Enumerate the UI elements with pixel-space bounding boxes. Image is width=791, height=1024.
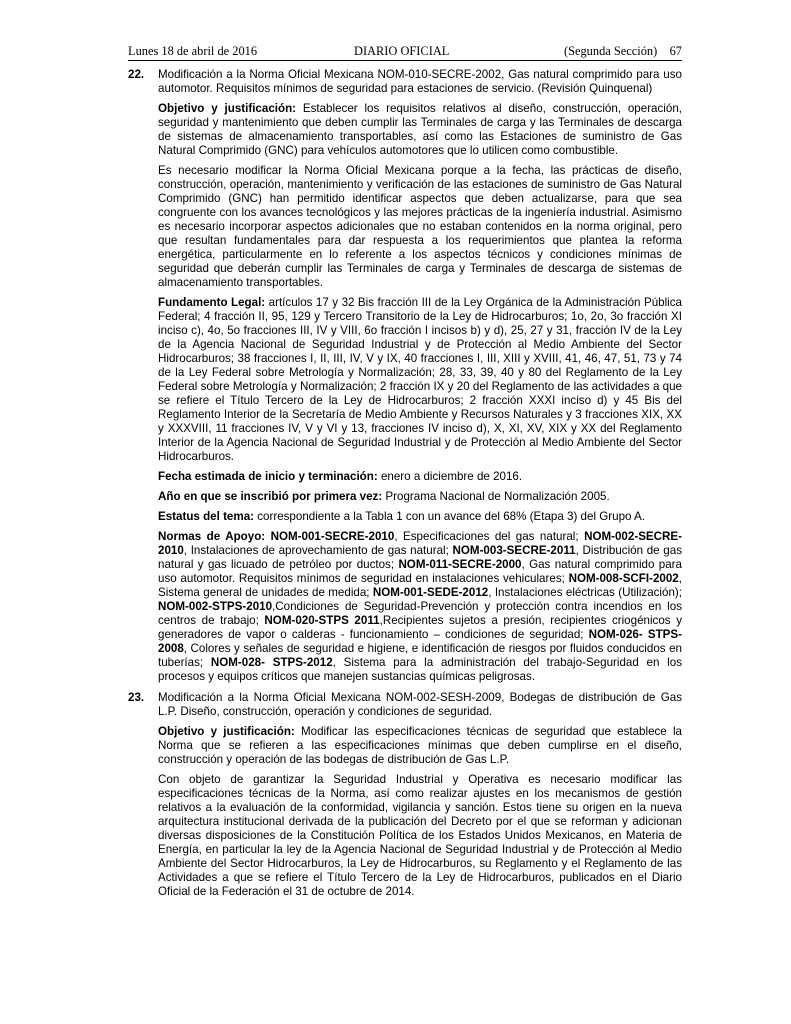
item-body [158,691,682,899]
norma-code: NOM-028- STPS-2012 [210,656,333,669]
norma-text: , Distribución de gas natural y gas licuado de petróleo por ductos; [158,544,682,571]
norma-text: , Especificaciones del gas natural; [394,530,585,543]
norma-text: ,Recipientes sujetos a presión, recipientes criogénicos y generadores de vapor o calderas - funcionamiento – condiciones de seguridad; [158,614,682,641]
header-section [564,44,682,59]
objetivo-text: Modificar las especificaciones técnicas de seguridad que establece la Norma que se refieren a las especificaciones mínimas que deben cumplirse en el diseño, construcción y operación de las bodegas de distribución de Gas L.P. [158,725,682,766]
header-title: DIARIO OFICIAL [354,44,450,58]
objetivo-paragraph [158,102,682,158]
estatus-label: Estatus del tema: [158,510,254,523]
norma-code: NOM-001-SECRE-2010 [270,530,395,543]
norma-code: NOM-020-STPS 2011 [264,614,380,627]
item-body [158,68,682,684]
header-page-number: 67 [669,44,682,58]
fecha-label: Fecha estimada de inicio y terminación: [158,470,378,483]
fundamento-label: Fundamento Legal: [158,296,266,309]
item-title: Modificación a la Norma Oficial Mexicana NOM-010-SECRE-2002, Gas natural comprimido para uso automotor. Requisitos mínimos de seguridad para estaciones de servicio. (Revisión Quinquenal) [158,68,682,95]
header-section-label: (Segunda Sección) [563,44,658,58]
norma-code: NOM-026- STPS-2008 [158,628,682,655]
norma-text: , Sistema para la administración del trabajo-Seguridad en los procesos y equipos críticos que manejen sustancias químicas peligrosas. [158,656,682,683]
fundamento-text: artículos 17 y 32 Bis fracción III de la Ley Orgánica de la Administración Pública Federal; 4 fracción II, 95, 129 y Tercero Transitorio de la Ley de Hidrocarburos; 1o, 2o, 3o fracción XI inciso c), 4o, 5o fracciones III, IV y VIII, 6o fracción I incisos b) y d), 25, 27 y 31, fracción IV de la Ley de la Agencia Nacional de Seguridad Industrial y de Protección al Medio Ambiente del Sector Hidrocarburos; 38 fracciones I, II, III, IV, V y IX, 40 fracciones I, III, XIII y XVIII, 41, 46, 47, 51, 73 y 74 de la Ley Federal sobre Metrología y Normalización; 28, 33, 39, 40 y 80 del Reglamento de la Ley Federal sobre Metrología y Normalización; 2 fracción IX y 20 del Reglamento de las actividades a que se refiere el Título Tercero de la Ley de Hidrocarburos; 2 fracción XXXI inciso d) y 45 Bis del Reglamento Interior de la Secretaría de Medio Ambiente y Recursos Naturales y 3 fracciones XIX, XX y XXXVIII, 11 fracciones IV, V y VI y 13, fracciones IV inciso d), X, XI, XV, XIX y XX del Reglamento Interior de la Agencia Nacional de Seguridad Industrial y de Protección al Medio Ambiente del Sector Hidrocarburos. [158,296,682,463]
objetivo-label: Objetivo y justificación: [158,725,295,738]
norma-text: , Colores y señales de seguridad e higiene, e identificación de riesgos por fluidos conducidos en tuberías; [158,642,682,669]
norma-code: NOM-011-SECRE-2000 [398,558,522,571]
header-date: Lunes 18 de abril de 2016 [128,44,258,58]
body-paragraph: Con objeto de garantizar la Seguridad Industrial y Operativa es necesario modificar las especificaciones técnicas de la Norma, así como realizar ajustes en los mecanismos de gestión relativos a la evaluación de la conformidad, vigilancia y sanción. Estos tiene su origen en la nueva arquitectura institucional derivada de la publicación del Decreto por el que se reforman y adicionan diversas disposiciones de la Constitución Política de los Estados Unidos Mexicanos, en Materia de Energía, en particular la ley de la Agencia Nacional de Seguridad Industrial y de Protección al Medio Ambiente del Sector Hidrocarburos, la Ley de Hidrocarburos, su Reglamento y el Reglamento de las Actividades a que se refiere el Título Tercero de la Ley de Hidrocarburos, publicados en el Diario Oficial de la Federación el 31 de octubre de 2014. [158,773,682,898]
norma-code: NOM-008-SCFI-2002 [568,572,679,585]
norma-code: NOM-002-SECRE-2010 [158,530,682,557]
anio-paragraph [158,490,682,504]
anio-text: Programa Nacional de Normalización 2005. [382,490,610,503]
norm-item-23 [128,691,682,899]
norma-text: , Sistema general de unidades de medida; [158,572,682,599]
norma-text: , Instalaciones de aprovechamiento de gas natural; [183,544,453,557]
fecha-paragraph [158,470,682,484]
norma-code: NOM-001-SEDE-2012 [372,586,489,599]
item-title: Modificación a la Norma Oficial Mexicana NOM-002-SESH-2009, Bodegas de distribución de Gas L.P. Diseño, construcción, operación y condiciones de seguridad. [158,691,682,718]
norma-code: NOM-003-SECRE-2011 [452,544,576,557]
normas-label: Normas de Apoyo: [158,530,266,543]
objetivo-label: Objetivo y justificación: [158,102,297,115]
page-header [128,42,682,61]
document-page [128,42,682,899]
fecha-text: enero a diciembre de 2016. [377,470,523,483]
fundamento-paragraph [158,296,682,464]
objetivo-text: Establecer los requisitos relativos al diseño, construcción, operación, seguridad y mantenimiento que deben cumplir las Terminales de carga y las Terminales de descarga de sistemas de almacenamiento transportables, así como las Estaciones de suministro de Gas Natural Comprimido (GNC) para vehículos automotores que lo utilicen como combustible. [158,102,682,157]
norma-text: ,Condiciones de Seguridad-Prevención y protección contra incendios en los centros de trabajo; [158,600,682,627]
norm-item-22 [128,68,682,684]
body-paragraph: Es necesario modificar la Norma Oficial Mexicana porque a la fecha, las prácticas de diseño, construcción, operación, mantenimiento y verificación de las estaciones de suministro de Gas Natural Comprimido (GNC) han permitido identificar aspectos que deben actualizarse, para que sea congruente con los avances tecnológicos y las mejores prácticas de la ingeniería industrial. Asimismo es necesario incorporar aspectos adicionales que no estaban contenidos en la norma original, pero que resultan fundamentales para dar respuesta a los requerimientos que plantea la reforma energética, particularmente en lo referente a los aspectos técnicos y condiciones mínimas de seguridad que deberán cumplir las Terminales de carga y Terminales de descarga de sistemas de almacenamiento transportables. [158,164,682,289]
norma-code: NOM-002-STPS-2010 [158,600,273,613]
estatus-text: correspondiente a la Tabla 1 con un avance del 68% (Etapa 3) del Grupo A. [254,510,646,523]
normas-paragraph [158,530,682,684]
anio-label: Año en que se inscribió por primera vez: [158,490,383,503]
estatus-paragraph [158,510,682,524]
norma-text: , Gas natural comprimido para uso automotor. Requisitos mínimos de seguridad en instalaciones vehiculares; [158,558,682,585]
objetivo-paragraph [158,725,682,767]
item-number: 23. [128,691,145,704]
item-number: 22. [128,68,145,81]
norma-text: , Instalaciones eléctricas (Utilización); [488,586,682,599]
